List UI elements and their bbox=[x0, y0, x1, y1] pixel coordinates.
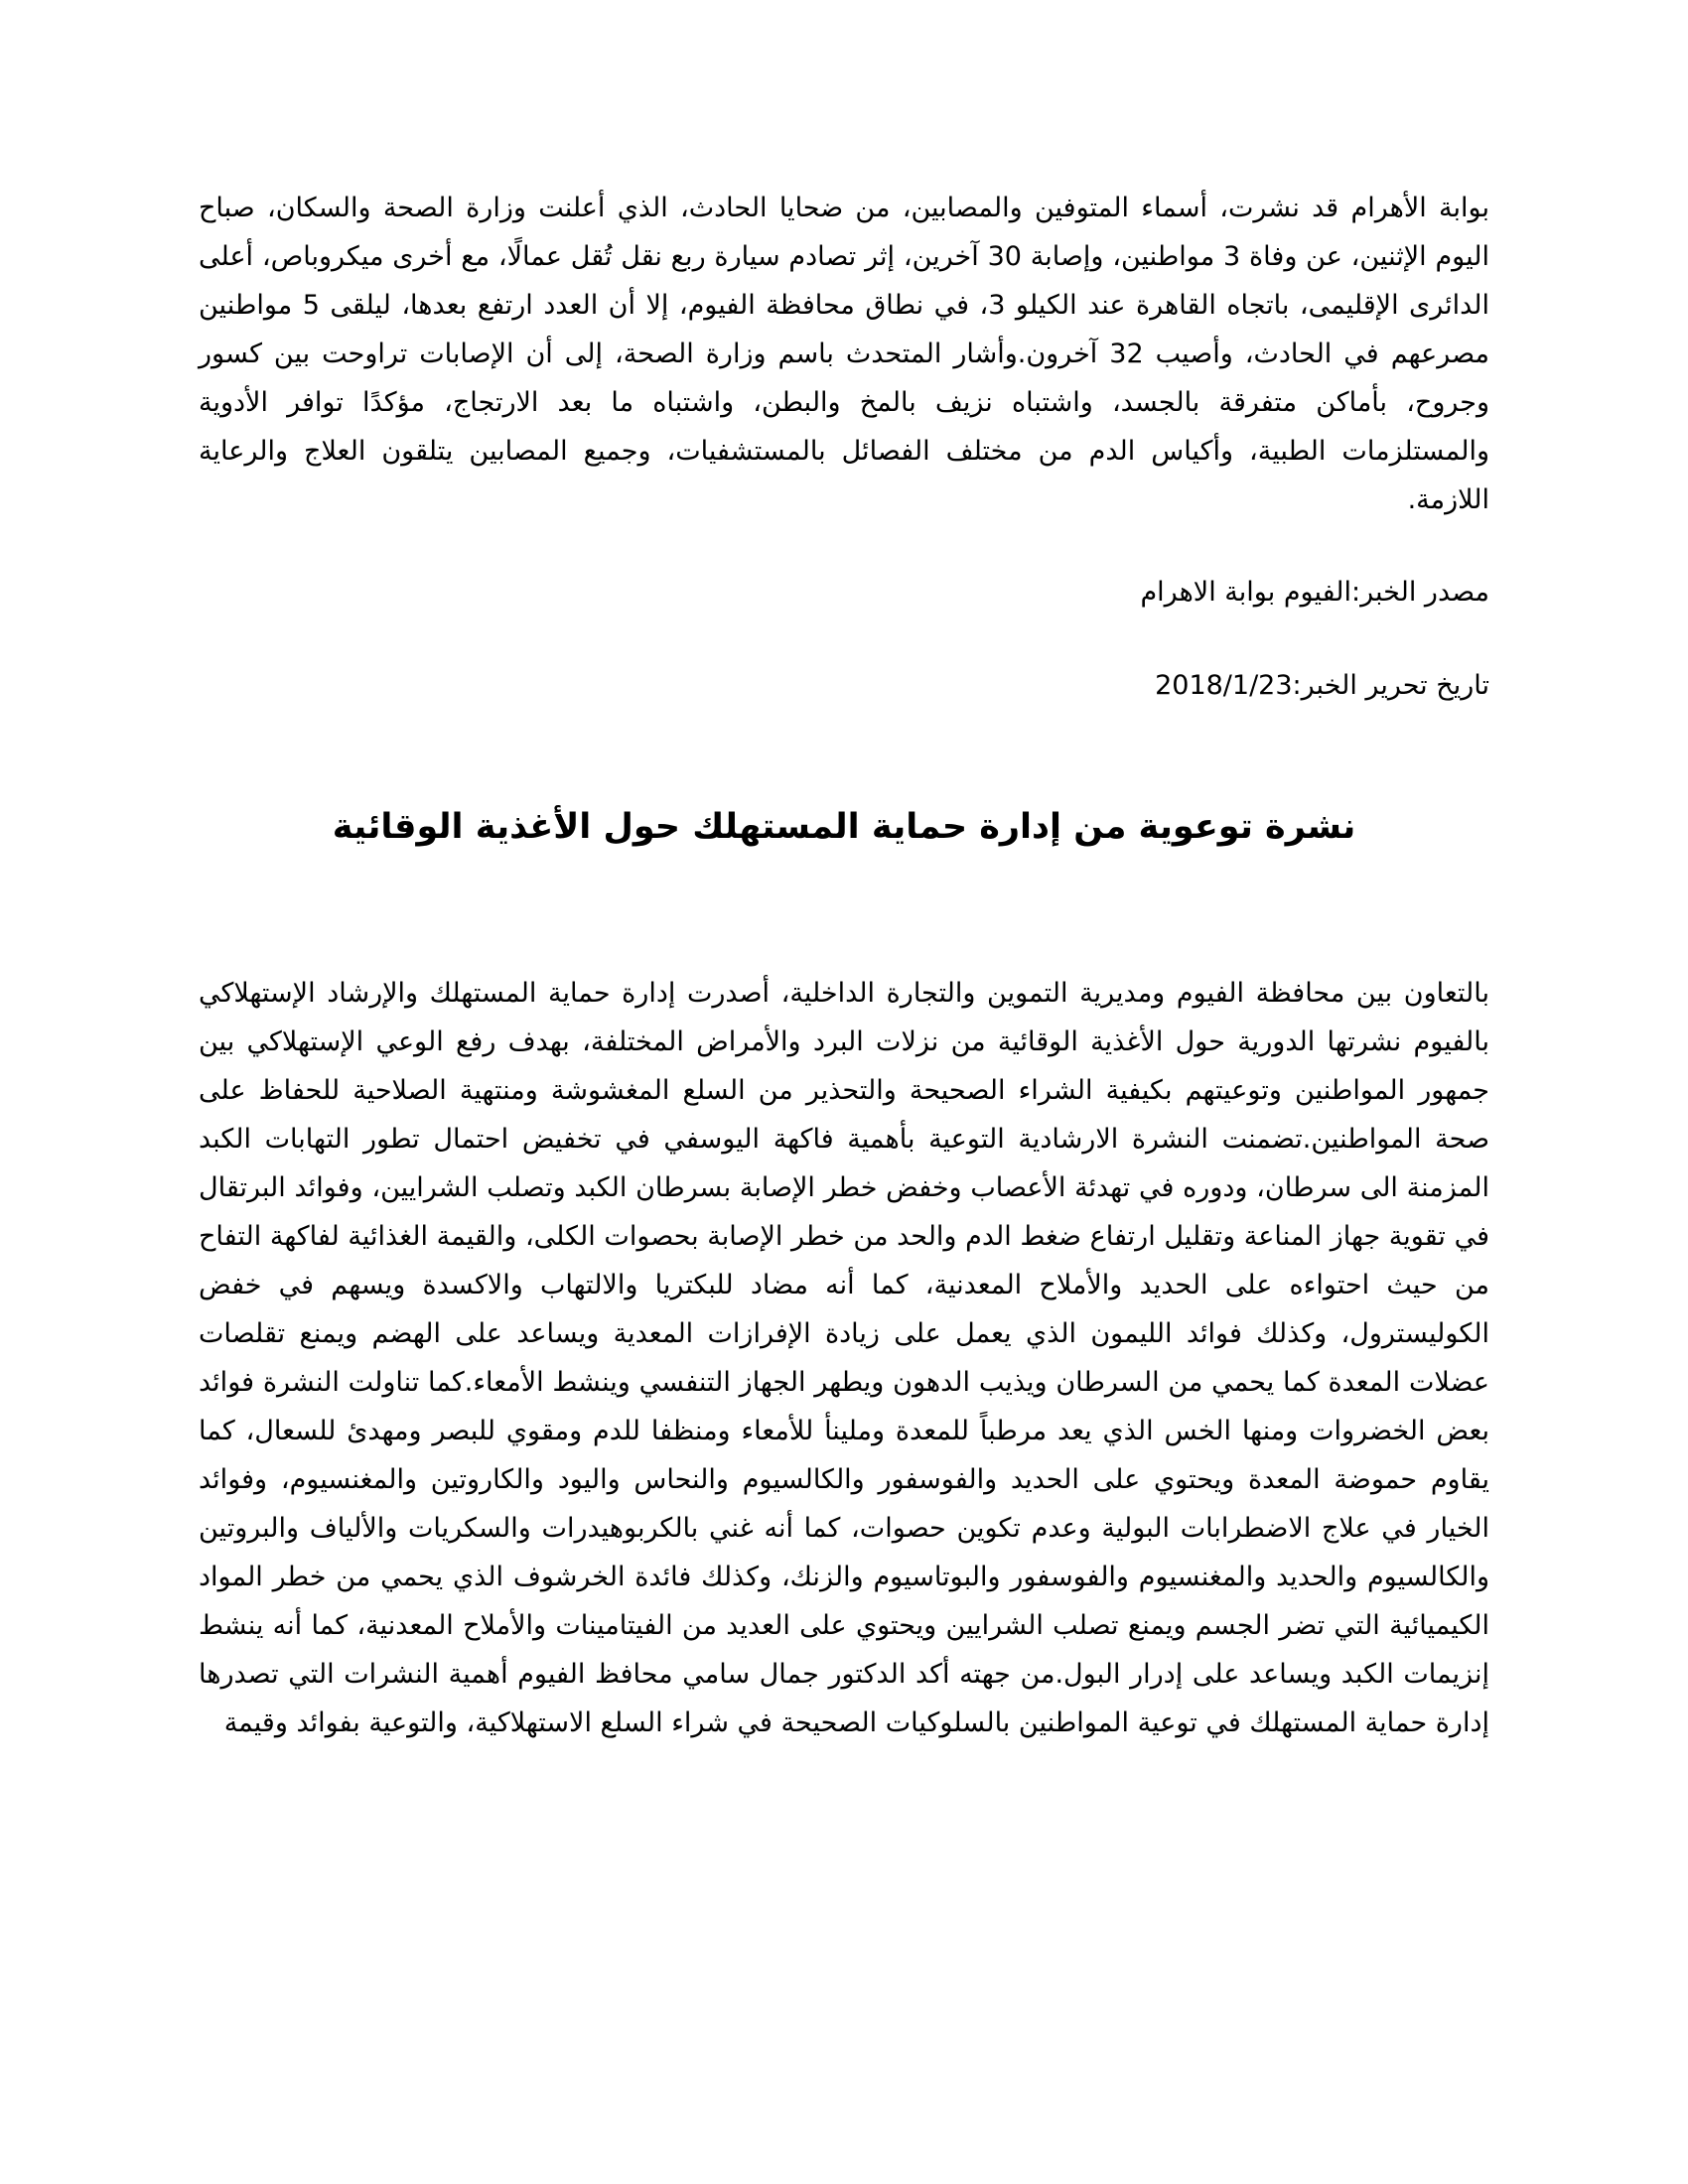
article-1-paragraph: بوابة الأهرام قد نشرت، أسماء المتوفين والمصابين، من ضحايا الحادث، الذي أعلنت وزارة الصحة والسكان، صباح اليوم الإثنين، عن وفاة 3 مواطنين، وإصابة 30 آخرين، إثر تصادم سيارة ربع نقل تُقل عمالًا، مع أخرى ميكروباص، أعلى الدائرى الإقليمى، باتجاه القاهرة عند الكيلو 3، في نطاق محافظة الفيوم، إلا أن العدد ارتفع بعدها، ليلقى 5 مواطنين مصرعهم في الحادث، وأصيب 32 آخرون.وأشار المتحدث باسم وزارة الصحة، إلى أن الإصابات تراوحت بين كسور وجروح، بأماكن متفرقة بالجسد، واشتباه نزيف بالمخ والبطن، واشتباه ما بعد الارتجاج، مؤكدًا توافر الأدوية والمستلزمات الطبية، وأكياس الدم من مختلف الفصائل بالمستشفيات، وجميع المصابين يتلقون العلاج والرعاية اللازمة. bbox=[199, 193, 1490, 515]
article-2-headline: نشرة توعوية من إدارة حماية المستهلك حول الأغذية الوقائية bbox=[332, 807, 1356, 847]
article-2-paragraph: بالتعاون بين محافظة الفيوم ومديرية التموين والتجارة الداخلية، أصدرت إدارة حماية المستهلك والإرشاد الإستهلاكي بالفيوم نشرتها الدورية حول الأغذية الوقائية من نزلات البرد والأمراض المختلفة، بهدف رفع الوعي الإستهلاكي بين جمهور المواطنين وتوعيتهم بكيفية الشراء الصحيحة والتحذير من السلع المغشوشة ومنتهية الصلاحية للحفاظ على صحة المواطنين.تضمنت النشرة الارشادية التوعية بأهمية فاكهة اليوسفي في تخفيض احتمال تطور التهابات الكبد المزمنة الى سرطان، ودوره في تهدئة الأعصاب وخفض خطر الإصابة بسرطان الكبد وتصلب الشرايين، وفوائد البرتقال في تقوية جهاز المناعة وتقليل ارتفاع ضغط الدم والحد من خطر الإصابة بحصوات الكلى، والقيمة الغذائية لفاكهة التفاح من حيث احتواءه على الحديد والأملاح المعدنية، كما أنه مضاد للبكتريا والالتهاب والاكسدة ويسهم في خفض الكوليسترول، وكذلك فوائد الليمون الذي يعمل على زيادة الإفرازات المعدية ويساعد على الهضم ويمنع تقلصات عضلات المعدة كما يحمي من السرطان ويذيب الدهون ويطهر الجهاز التنفسي وينشط الأمعاء.كما تناولت النشرة فوائد بعض الخضروات ومنها الخس الذي يعد مرطباً للمعدة وملينأ للأمعاء ومنظفا للدم ومقوي للبصر ومهدئ للسعال، كما يقاوم حموضة المعدة ويحتوي على الحديد والفوسفور والكالسيوم والنحاس واليود والكاروتين والمغنسيوم، وفوائد الخيار في علاج الاضطرابات البولية وعدم تكوين حصوات، كما أنه غني بالكربوهيدرات والسكريات والألياف والبروتين والكالسيوم والحديد والمغنسيوم والفوسفور والبوتاسيوم والزنك، وكذلك فائدة الخرشوف الذي يحمي من خطر المواد الكيميائية التي تضر الجسم ويمنع تصلب الشرايين ويحتوي على العديد من الفيتامينات والأملاح المعدنية، كما أنه ينشط إنزيمات الكبد ويساعد على إدرار البول.من جهته أكد الدكتور جمال سامي محافظ الفيوم أهمية النشرات التي تصدرها إدارة حماية المستهلك في توعية المواطنين بالسلوكيات الصحيحة في شراء السلع الاستهلاكية، والتوعية بفوائد وقيمة bbox=[199, 978, 1489, 1738]
news-source-line: مصدر الخبر:الفيوم بوابة الاهرام bbox=[1140, 577, 1489, 608]
news-date-line: تاريخ تحرير الخبر:2018/1/23 bbox=[1155, 670, 1489, 701]
document-page bbox=[199, 184, 1489, 1747]
